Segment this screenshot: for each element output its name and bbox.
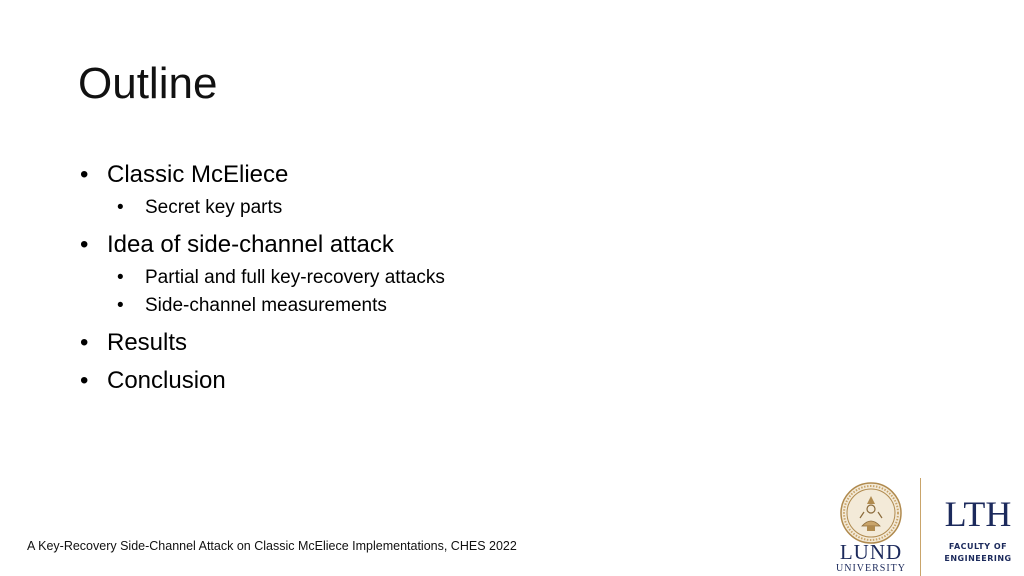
- university-wordmark: UNIVERSITY: [836, 563, 906, 574]
- sub-bullet-list: [78, 264, 778, 320]
- sub-bullet-item: [78, 292, 778, 320]
- bullet-item: [78, 158, 778, 192]
- footer-text: A Key-Recovery Side-Channel Attack on Classic McEliece Implementations, CHES 2022: [27, 539, 517, 553]
- lth-wordmark: LTH: [944, 494, 1012, 534]
- sub-bullet-item: [78, 264, 778, 292]
- bullet-dot: •: [80, 367, 89, 394]
- bullet-item: [78, 326, 778, 360]
- bullet-dot: •: [80, 231, 89, 258]
- logo-divider: [920, 478, 921, 576]
- sub-bullet-text: Secret key parts: [145, 197, 283, 218]
- bullet-text: Classic McEliece: [107, 161, 289, 188]
- bullet-item: [78, 364, 778, 398]
- bullet-text: Conclusion: [107, 367, 226, 394]
- sub-bullet-dot: •: [117, 267, 124, 288]
- lund-wordmark: LUND: [839, 540, 903, 564]
- sub-bullet-item: [78, 194, 778, 222]
- sub-bullet-dot: •: [117, 295, 124, 316]
- faculty-line-2: ENGINEERING: [944, 554, 1012, 563]
- bullet-item: [78, 228, 778, 262]
- bullet-text: Idea of side-channel attack: [107, 231, 394, 258]
- university-logos: [834, 476, 1024, 576]
- lund-seal-icon: [840, 482, 902, 544]
- sub-bullet-text: Side-channel measurements: [145, 295, 387, 316]
- bullet-dot: •: [80, 161, 89, 188]
- bullet-list: [78, 158, 778, 402]
- bullet-dot: •: [80, 329, 89, 356]
- slide-title: Outline: [78, 59, 218, 108]
- sub-bullet-list: [78, 194, 778, 222]
- sub-bullet-text: Partial and full key-recovery attacks: [145, 267, 445, 288]
- faculty-line-1: FACULTY OF: [948, 542, 1008, 551]
- sub-bullet-dot: •: [117, 197, 124, 218]
- bullet-text: Results: [107, 329, 188, 356]
